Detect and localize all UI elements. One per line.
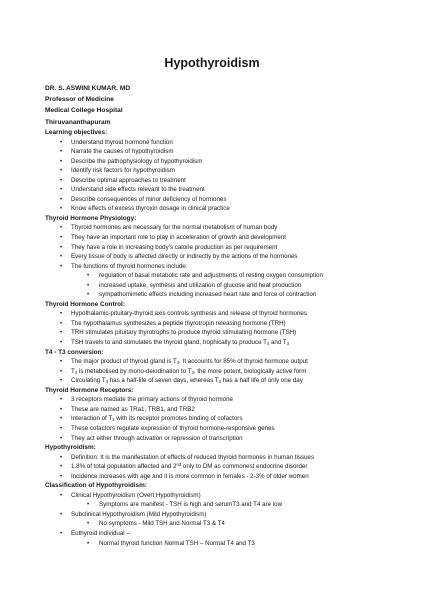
list-item bbox=[45, 357, 415, 367]
text-run: with its receptor promotes binding of cofactors bbox=[114, 415, 243, 423]
subscript: 4 bbox=[266, 341, 270, 347]
control-list bbox=[45, 309, 415, 347]
sub-list-item: • Normal thyroid function Normal TSH – Normal T4 and T3 bbox=[45, 539, 415, 549]
text-run: is metabolised by mono-deiodination to T bbox=[77, 367, 192, 375]
list-item: • The hypothalamus synthesizes a peptide thyrotropin releasing hormone (TRH) bbox=[45, 319, 415, 329]
subscript: 3 bbox=[191, 369, 194, 375]
conversion-heading: T4 - T3 conversion: bbox=[45, 348, 104, 356]
list-item: • They have a role in increasing body’s calorie production as per requirement bbox=[45, 243, 415, 253]
list-item: • Euthyroid individual – bbox=[45, 529, 415, 539]
list-item bbox=[45, 414, 415, 424]
list-item: • These are named as TRa1, TRB1, and TRB2 bbox=[45, 405, 415, 415]
superscript: nd bbox=[176, 462, 182, 468]
document-body bbox=[45, 128, 415, 548]
text-run: 1.8% of total population affected and 2 bbox=[71, 463, 177, 471]
subscript: 3 bbox=[286, 341, 290, 347]
text-run: has a half-life of seven days, whereas T bbox=[107, 377, 219, 385]
sub-list-item: • No symptoms - Mild TSH and Normal T3 & T4 bbox=[45, 519, 415, 529]
text-run: T bbox=[71, 367, 75, 375]
list-item: • TRH stimulates pituitary thyrotrophs to produce thyroid stimulating hormone (TSH) bbox=[45, 328, 415, 338]
list-item: • Understand side effects relevant to the treatment bbox=[45, 185, 415, 195]
text-run: , the more potent, biologically active form bbox=[193, 367, 307, 375]
list-item: • These cofactors regulate expression of thyroid hormone-responsive genes bbox=[45, 424, 415, 434]
page-title: Hypothyroidism bbox=[164, 56, 260, 70]
learning-heading: Learning objectives: bbox=[45, 129, 108, 136]
receptors-heading: Thyroid Hormone Receptors: bbox=[45, 386, 134, 394]
list-item: • They act either through activation or repression of transcription bbox=[45, 434, 415, 444]
text-run: . It accounts for 85% of thyroid hormone output bbox=[179, 358, 308, 366]
text-run: has a half life of only one day bbox=[220, 377, 303, 385]
text-run: Circulating T bbox=[71, 377, 106, 385]
list-item: • Clinical Hypothyroidism (Overt Hypothyroidism) bbox=[45, 491, 415, 501]
list-item bbox=[45, 338, 415, 348]
list-item: • Describe the pathophysiology of hypothyroidism bbox=[45, 157, 415, 167]
list-item: • Every tissue of body is affected directly or indirectly by the actions of the hormones bbox=[45, 252, 415, 262]
sub-list-item: • increased uptake, synthesis and utilization of glucose and heat production bbox=[45, 281, 415, 291]
physiology-heading: Thyroid Hormone Physiology: bbox=[45, 214, 137, 222]
author-position: Professor of Medicine bbox=[45, 96, 114, 104]
sub-list-item: • Symptoms are manifest - TSH is high and serumT3 and T4 are low bbox=[45, 500, 415, 510]
control-heading: Thyroid Hormone Control: bbox=[45, 300, 125, 308]
author-city: Thiruvananthapuram bbox=[45, 118, 111, 126]
author-institution: Medical College Hospital bbox=[45, 107, 123, 115]
list-item: • Describe optimal approaches to treatment bbox=[45, 176, 415, 186]
list-item: • The functions of thyroid hormones include: bbox=[45, 262, 415, 272]
author-name: DR. S. ASWINI KUMAR. MD bbox=[45, 85, 131, 92]
subscript: 3 bbox=[218, 379, 221, 385]
list-item: • They have an important role to play in acceleration of growth and development bbox=[45, 233, 415, 243]
classification-heading: Classification of Hypothyroidism: bbox=[45, 482, 147, 490]
conversion-list bbox=[45, 357, 415, 386]
list-item bbox=[45, 376, 415, 386]
list-item: • Definition: It is the manifestation of effects of reduced thyroid hormones in human tissues bbox=[45, 453, 415, 463]
subscript: 3 bbox=[112, 417, 115, 423]
list-item: • 3 receptors mediate the primary actions of thyroid hormone bbox=[45, 395, 415, 405]
text-run: and T bbox=[269, 339, 287, 347]
subscript: 4 bbox=[176, 360, 180, 366]
author-block bbox=[45, 83, 130, 128]
classification-list bbox=[45, 491, 415, 548]
list-item: • Understand thyroid hormone function bbox=[45, 138, 415, 148]
learning-list bbox=[45, 138, 415, 214]
sub-list-item: • regulation of basal metabolic rate and adjustments of resting oxygen consumption bbox=[45, 271, 415, 281]
text-run: Interaction of T bbox=[71, 415, 113, 423]
list-item: • Identify risk factors for hypothyroidism bbox=[45, 166, 415, 176]
list-item bbox=[45, 367, 415, 377]
list-item: • Know effects of excess thyroxin dosage in clinical practice bbox=[45, 204, 415, 214]
hypothyroidism-list bbox=[45, 453, 415, 482]
list-item: • Hypothalamic-pituitary-thyroid axis controls synthesis and release of thyroid hormones bbox=[45, 309, 415, 319]
list-item: • Incidence increases with age and it is more common in females - 2-3% of older women bbox=[45, 472, 415, 482]
sub-list-item: • sympathomimetic effects including increased heart rate and force of contraction bbox=[45, 290, 415, 300]
list-item: • Narrate the causes of hypothyroidism bbox=[45, 147, 415, 157]
subscript: 4 bbox=[105, 379, 108, 385]
hypothyroidism-heading: Hypothyroidism: bbox=[45, 444, 96, 452]
text-run: TSH travels to and stimulates the thyroid gland, trophically to produce T bbox=[71, 339, 267, 347]
text-run: only to DM as commonest endocrine disorder bbox=[181, 463, 308, 471]
list-item: • Thyroid hormones are necessary for the normal metabolism of human body bbox=[45, 223, 415, 233]
physiology-list bbox=[45, 223, 415, 299]
subscript: 4 bbox=[74, 369, 78, 375]
receptors-list bbox=[45, 395, 415, 443]
list-item bbox=[45, 462, 415, 472]
text-run: The major product of thyroid gland is T bbox=[71, 358, 177, 366]
list-item: • Describe consequences of minor deficiency of hormones bbox=[45, 195, 415, 205]
list-item: • Subclinical Hypothyroidism (Mild Hypothyroidism) bbox=[45, 510, 415, 520]
